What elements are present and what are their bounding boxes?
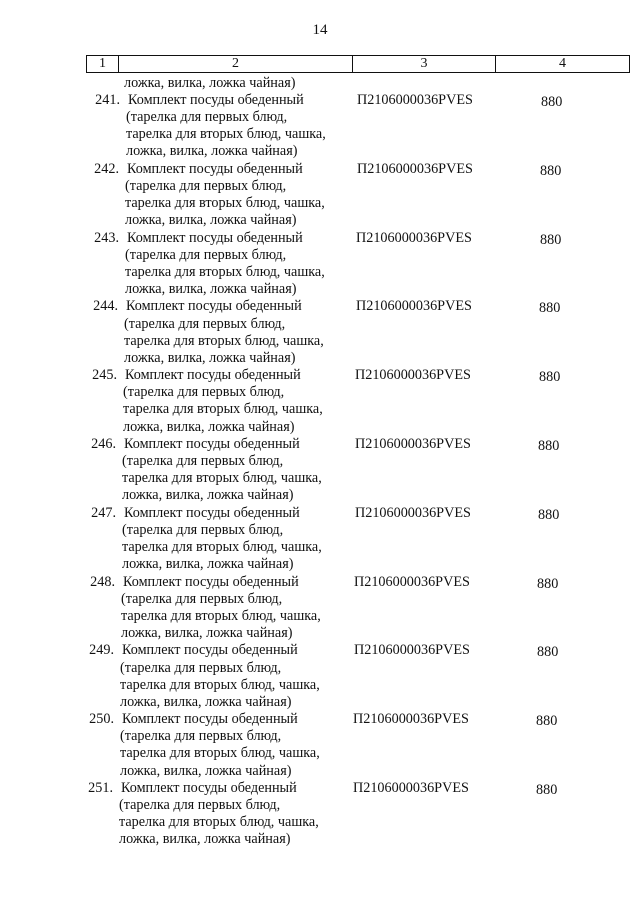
- description-line: тарелка для вторых блюд, чашка,: [124, 332, 324, 349]
- description-line: (тарелка для первых блюд,: [122, 453, 284, 470]
- item-quantity: 880: [539, 369, 561, 386]
- description-line: Комплект посуды обеденный: [128, 92, 304, 109]
- item-code: П2106000036PVES: [355, 504, 471, 521]
- description-line: Комплект посуды обеденный: [126, 298, 302, 315]
- entries-list: [0, 75, 640, 849]
- list-item: [0, 711, 640, 780]
- item-description: [125, 367, 323, 435]
- item-code: П2106000036PVES: [357, 92, 473, 109]
- item-code: П2106000036PVES: [356, 298, 472, 315]
- description-line: ложка, вилка, ложка чайная): [119, 831, 291, 848]
- description-line: ложка, вилка, ложка чайная): [124, 349, 296, 366]
- description-line: (тарелка для первых блюд,: [123, 384, 285, 401]
- description-line: ложка, вилка, ложка чайная): [125, 212, 297, 229]
- page-number: 14: [312, 22, 328, 38]
- description-line: Комплект посуды обеденный: [124, 436, 300, 453]
- description-line: (тарелка для первых блюд,: [121, 590, 283, 607]
- description-line: ложка, вилка, ложка чайная): [122, 556, 294, 573]
- column-header-4: 4: [559, 56, 566, 71]
- item-quantity: 880: [536, 713, 558, 730]
- continuation-line: ложка, вилка, ложка чайная): [124, 75, 296, 91]
- item-code: П2106000036PVES: [355, 367, 471, 384]
- item-quantity: 880: [540, 162, 562, 179]
- description-line: ложка, вилка, ложка чайная): [126, 143, 298, 160]
- list-item: [0, 298, 640, 367]
- header-bottom-rule: [86, 72, 630, 73]
- description-line: тарелка для вторых блюд, чашка,: [121, 607, 321, 624]
- item-quantity: 880: [537, 644, 559, 661]
- item-description: [122, 642, 320, 710]
- column-header-1: 1: [99, 56, 106, 71]
- item-description: [122, 711, 320, 779]
- item-number: 250.: [89, 711, 114, 728]
- list-item: [0, 642, 640, 711]
- description-line: Комплект посуды обеденный: [124, 504, 300, 521]
- item-quantity: 880: [539, 300, 561, 317]
- item-number: 243.: [94, 229, 119, 246]
- item-description: [126, 298, 324, 366]
- description-line: тарелка для вторых блюд, чашка,: [125, 263, 325, 280]
- item-number: 249.: [89, 642, 114, 659]
- item-quantity: 880: [541, 94, 563, 111]
- item-number: 251.: [88, 780, 113, 797]
- item-description: [124, 505, 322, 573]
- description-line: тарелка для вторых блюд, чашка,: [126, 126, 326, 143]
- column-header-3: 3: [420, 56, 428, 71]
- item-code: П2106000036PVES: [355, 436, 471, 453]
- description-line: ложка, вилка, ложка чайная): [120, 762, 292, 779]
- description-line: ложка, вилка, ложка чайная): [120, 693, 292, 710]
- item-quantity: 880: [537, 575, 559, 592]
- description-line: Комплект посуды обеденный: [121, 780, 297, 797]
- item-code: П2106000036PVES: [357, 160, 473, 177]
- item-description: [124, 436, 322, 504]
- list-item: [0, 161, 640, 230]
- item-number: 245.: [92, 367, 117, 384]
- description-line: Комплект посуды обеденный: [122, 711, 298, 728]
- entries-container: [0, 92, 640, 849]
- list-item: [0, 367, 640, 436]
- description-line: тарелка для вторых блюд, чашка,: [122, 470, 322, 487]
- item-quantity: 880: [538, 438, 560, 455]
- description-line: (тарелка для первых блюд,: [124, 315, 286, 332]
- description-line: Комплект посуды обеденный: [127, 229, 303, 246]
- item-code: П2106000036PVES: [354, 642, 470, 659]
- item-quantity: 880: [536, 782, 558, 799]
- description-line: Комплект посуды обеденный: [127, 160, 303, 177]
- description-line: Комплект посуды обеденный: [125, 367, 301, 384]
- item-code: П2106000036PVES: [356, 229, 472, 246]
- list-item: [0, 230, 640, 299]
- item-quantity: 880: [538, 506, 560, 523]
- item-code: П2106000036PVES: [353, 780, 469, 797]
- item-number: 241.: [95, 92, 120, 109]
- description-line: ложка, вилка, ложка чайная): [121, 624, 293, 641]
- description-line: ложка, вилка, ложка чайная): [122, 487, 294, 504]
- item-number: 246.: [91, 436, 116, 453]
- item-description: [123, 574, 321, 642]
- continuation-row: [0, 75, 640, 92]
- list-item: [0, 505, 640, 574]
- column-header-2: 2: [232, 56, 239, 71]
- item-number: 247.: [91, 504, 116, 521]
- item-number: 248.: [90, 573, 115, 590]
- list-item: [0, 92, 640, 161]
- item-number: 244.: [93, 298, 118, 315]
- item-description: [127, 230, 325, 298]
- description-line: ложка, вилка, ложка чайная): [123, 418, 295, 435]
- header-separator: [629, 55, 630, 73]
- item-code: П2106000036PVES: [354, 573, 470, 590]
- description-line: тарелка для вторых блюд, чашка,: [125, 195, 325, 212]
- description-line: тарелка для вторых блюд, чашка,: [122, 539, 322, 556]
- item-code: П2106000036PVES: [353, 711, 469, 728]
- description-line: тарелка для вторых блюд, чашка,: [123, 401, 323, 418]
- list-item: [0, 436, 640, 505]
- description-line: (тарелка для первых блюд,: [125, 177, 287, 194]
- item-description: [128, 92, 326, 160]
- list-item: [0, 780, 640, 849]
- description-line: тарелка для вторых блюд, чашка,: [120, 676, 320, 693]
- description-line: (тарелка для первых блюд,: [125, 246, 287, 263]
- description-line: тарелка для вторых блюд, чашка,: [120, 745, 320, 762]
- description-line: Комплект посуды обеденный: [123, 573, 299, 590]
- description-line: (тарелка для первых блюд,: [122, 521, 284, 538]
- item-description: [127, 161, 325, 229]
- description-line: ложка, вилка, ложка чайная): [125, 280, 297, 297]
- description-line: (тарелка для первых блюд,: [119, 797, 281, 814]
- item-description: [121, 780, 319, 848]
- description-line: (тарелка для первых блюд,: [126, 109, 288, 126]
- item-number: 242.: [94, 160, 119, 177]
- description-line: (тарелка для первых блюд,: [120, 728, 282, 745]
- list-item: [0, 574, 640, 643]
- item-quantity: 880: [540, 231, 562, 248]
- description-line: Комплект посуды обеденный: [122, 642, 298, 659]
- description-line: (тарелка для первых блюд,: [120, 659, 282, 676]
- description-line: тарелка для вторых блюд, чашка,: [119, 814, 319, 831]
